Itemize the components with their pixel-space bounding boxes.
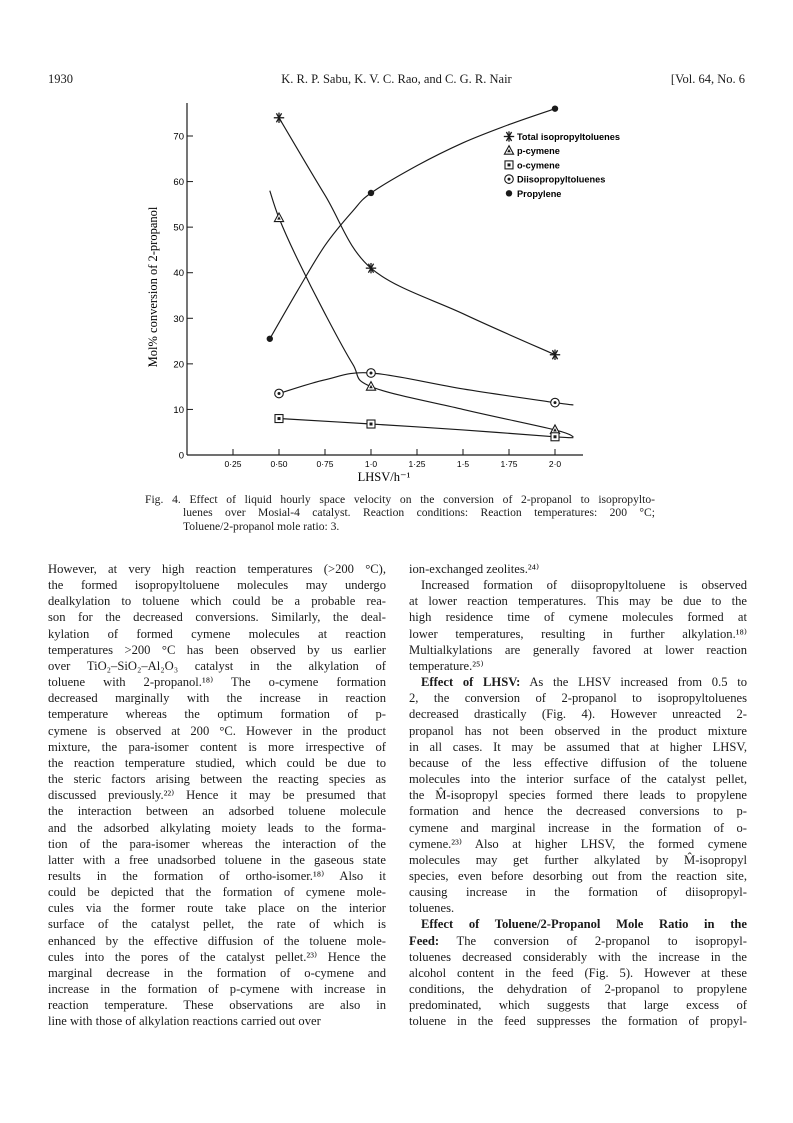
x-tick-label: 1·0 bbox=[364, 459, 378, 469]
page-number: 1930 bbox=[48, 72, 73, 86]
body-line: decreased marginally with the increase in reaction bbox=[48, 691, 386, 706]
square-marker-inner bbox=[508, 163, 511, 166]
body-line: surface of the catalyst pellet, the rate of which is bbox=[48, 917, 386, 932]
y-ticks bbox=[173, 132, 193, 462]
body-line: the steric factors arising between the reacting species as bbox=[48, 772, 386, 787]
series-markers-p-cymene bbox=[274, 213, 559, 433]
body-line: discussed previously.²²⁾ Hence it may be presumed that bbox=[48, 788, 386, 803]
body-line: temperature whereas the optimum formation of p- bbox=[48, 707, 386, 722]
circle-marker-inner bbox=[278, 392, 281, 395]
y-tick-label: 50 bbox=[173, 222, 184, 234]
body-line: formation and hence the decreased conversions to p- bbox=[409, 804, 747, 819]
body-line: the formed isopropyltoluene molecules may undergo bbox=[48, 578, 386, 593]
y-tick-label: 70 bbox=[173, 131, 184, 143]
series-curve-diisopropyltoluenes bbox=[279, 373, 573, 405]
x-tick-label: 2·0 bbox=[548, 459, 562, 469]
body-line: toluenes. bbox=[409, 901, 455, 916]
body-line: kylation of formed cymene molecules at reaction bbox=[48, 626, 386, 641]
body-line: species, even before desorbing out from the reaction site, bbox=[409, 868, 747, 883]
body-line: propanol has not been observed in the product mixture bbox=[409, 723, 747, 738]
caption-line: Fig. 4. Effect of liquid hourly space velocity on the conversion of 2-propanol to isopropylto- bbox=[145, 493, 655, 506]
body-line: because of the less effective diffusion of the toluene bbox=[409, 755, 747, 770]
figure-caption bbox=[145, 493, 655, 533]
circle-marker-inner bbox=[508, 178, 511, 181]
body-line: alcohol content in the feed (Fig. 5). However at these bbox=[409, 965, 747, 980]
x-ticks bbox=[224, 449, 561, 469]
body-line: cymene is observed at 200 °C. However in the product bbox=[48, 723, 386, 738]
series-curves bbox=[270, 109, 574, 438]
body-line: lower temperatures, resulting in further alkylation.¹⁸⁾ bbox=[409, 626, 747, 641]
y-tick-label: 40 bbox=[173, 268, 184, 280]
right-column bbox=[409, 561, 747, 1030]
circle-marker-inner bbox=[554, 401, 557, 404]
body-line: marginal decrease in the formation of o-cymene and bbox=[48, 965, 386, 980]
series-curve-p-cymene bbox=[270, 188, 574, 437]
body-text: The conversion of 2-propanol to isopropyl- bbox=[439, 933, 747, 948]
caption-line: luenes over Mosial-4 catalyst. Reaction conditions: Reaction temperatures: 200 °C; bbox=[183, 506, 655, 520]
paragraph-mole-ratio bbox=[409, 949, 747, 1030]
body-line: line with those of alkylation reactions carried out over bbox=[48, 1014, 321, 1029]
legend-entry bbox=[505, 160, 560, 170]
heading-effect-lhsv: Effect of LHSV: bbox=[421, 675, 521, 690]
body-line bbox=[409, 933, 747, 949]
y-tick-label: 10 bbox=[173, 404, 184, 416]
paragraph-diisopropyl bbox=[409, 577, 747, 674]
body-line: cules via the former route take place on the interior bbox=[48, 901, 386, 916]
body-line: results in the formation of ortho-isomer.¹⁸⁾ Also it bbox=[48, 868, 386, 883]
body-line: could be depicted that the formation of cymene mole- bbox=[48, 885, 386, 900]
figure-4-chart bbox=[0, 0, 793, 490]
body-line: ion-exchanged zeolites.²⁴⁾ bbox=[409, 562, 540, 576]
legend-entry bbox=[504, 131, 620, 142]
body-line: toluene with 2-propanol.¹⁸⁾ The o-cymene formation bbox=[48, 675, 386, 690]
body-line: temperature.²⁵⁾ bbox=[409, 658, 484, 673]
body-line: the interaction between an adsorbed toluene molecule bbox=[48, 804, 386, 819]
body-line: temperatures >200 °C has been observed by us earlier bbox=[48, 642, 386, 657]
series-curve-propylene bbox=[270, 109, 555, 339]
body-line: cymene and marginal increase in the formation of o- bbox=[409, 820, 747, 835]
body-line: molecules into the interior surface of the catalyst pellet, bbox=[409, 772, 747, 787]
legend-label: p-cymene bbox=[517, 146, 560, 157]
series-curve-o-cymene bbox=[279, 419, 573, 438]
body-line bbox=[409, 674, 747, 690]
body-line: the M̂-isopropyl species formed there leads to propylene bbox=[409, 788, 747, 803]
body-line: Multialkylations are generally favored at lower reaction bbox=[409, 642, 747, 657]
y-tick-label: 20 bbox=[173, 359, 184, 371]
body-line: toluenes decreased considerably with the increase in the bbox=[409, 949, 747, 964]
legend-label: Diisopropyltoluenes bbox=[517, 174, 606, 185]
x-axis-label: LHSV/h⁻¹ bbox=[357, 470, 411, 484]
dot-marker bbox=[506, 190, 512, 196]
legend-label: Propylene bbox=[517, 188, 562, 199]
heading-effect-mole-ratio-cont: Feed: bbox=[409, 933, 440, 948]
x-tick-label: 1·25 bbox=[408, 459, 426, 469]
running-authors: K. R. P. Sabu, K. V. C. Rao, and C. G. R. Nair bbox=[281, 72, 512, 86]
legend-entry bbox=[505, 175, 606, 185]
legend bbox=[504, 131, 620, 199]
body-line: molecules may get further alkylated by M̂-isopropyl bbox=[409, 852, 747, 867]
paragraph-lhsv bbox=[409, 690, 747, 916]
dot-marker bbox=[368, 190, 374, 196]
legend-label: o-cymene bbox=[517, 160, 560, 171]
body-line: and the adsorbed alkylating moiety leads to the forma- bbox=[48, 820, 386, 835]
heading-effect-mole-ratio: Effect of Toluene/2-Propanol Mole Ratio in the bbox=[421, 917, 747, 932]
square-marker-inner bbox=[370, 423, 373, 426]
circle-marker-inner bbox=[370, 371, 373, 374]
left-column bbox=[48, 561, 386, 1030]
body-line: conditions, the dehydration of 2-propanol to propylene bbox=[409, 982, 747, 997]
body-line: cymene.²³⁾ Also at higher LHSV, the formed cymene bbox=[409, 836, 747, 851]
body-line: toluene in the feed suppresses the formation of propyl- bbox=[409, 1014, 747, 1029]
body-line: predominated, which suggests that large excess of bbox=[409, 998, 747, 1013]
body-line: tion of the para-isomer whereas the interaction of the bbox=[48, 836, 386, 851]
y-tick-label: 0 bbox=[178, 450, 184, 462]
body-line: over TiO₂–SiO₂–Al₂O₃ catalyst in the alkylation of bbox=[48, 658, 386, 673]
series-markers-o-cymene bbox=[275, 415, 559, 441]
body-line: However, at very high reaction temperatures (>200 °C), bbox=[48, 562, 386, 576]
body-line: 2, the conversion of 2-propanol to isopropyltoluenes bbox=[409, 691, 747, 706]
body-line: high residence time of cymene molecules formed at bbox=[409, 610, 747, 625]
body-line: decreased drastically (Fig. 4). However unreacted 2- bbox=[409, 707, 747, 722]
legend-entry bbox=[504, 146, 560, 157]
legend-label: Total isopropyltoluenes bbox=[517, 132, 620, 142]
x-tick-label: 1·5 bbox=[456, 459, 470, 469]
x-tick-label: 1·75 bbox=[500, 459, 518, 469]
y-axis-label: Mol% conversion of 2-propanol bbox=[146, 206, 160, 368]
body-line: reaction temperature. These observations are also in bbox=[48, 998, 386, 1013]
body-line: cules into the pores of the catalyst pellet.²³⁾ Hence the bbox=[48, 949, 386, 964]
dot-marker bbox=[552, 105, 558, 111]
body-line: Increased formation of diisopropyltoluene is observed bbox=[421, 578, 747, 593]
square-marker-inner bbox=[278, 417, 281, 420]
body-line: causing increase in the formation of diisopropyl- bbox=[409, 885, 747, 900]
caption-line: Toluene/2-propanol mole ratio: 3. bbox=[183, 519, 340, 533]
body-line: the reaction temperature studied, which could be due to bbox=[48, 755, 386, 770]
body-line: in all cases. It may be assumed that at higher LHSV, bbox=[409, 739, 747, 754]
y-tick-label: 60 bbox=[173, 177, 184, 189]
body-line: enhanced by the effective diffusion of the toluene mole- bbox=[48, 933, 386, 948]
square-marker-inner bbox=[554, 435, 557, 438]
body-line: increase in the formation of p-cymene with increase in bbox=[48, 982, 386, 997]
volume-info: [Vol. 64, No. 6 bbox=[670, 72, 745, 86]
body-line: mixture, the para-isomer content is more irrespective of bbox=[48, 739, 386, 754]
body-line: son for the decreased conversions. Similarly, the deal- bbox=[48, 610, 386, 625]
series-markers-diisopropyltoluenes bbox=[275, 369, 560, 407]
y-tick-label: 30 bbox=[173, 313, 184, 325]
body-text: As the LHSV increased from 0.5 to bbox=[520, 675, 747, 690]
x-tick-label: 0·25 bbox=[224, 459, 242, 469]
x-tick-label: 0·50 bbox=[270, 459, 288, 469]
dot-marker bbox=[267, 336, 273, 342]
body-line: latter with a free unadsorbed toluene in the gaseous state bbox=[48, 852, 386, 867]
x-tick-label: 0·75 bbox=[316, 459, 334, 469]
body-line: dealkylation to toluene which could be a probable rea- bbox=[48, 594, 386, 609]
body-line: at lower reaction temperatures. This may be due to the bbox=[409, 594, 747, 609]
legend-entry bbox=[506, 189, 562, 199]
